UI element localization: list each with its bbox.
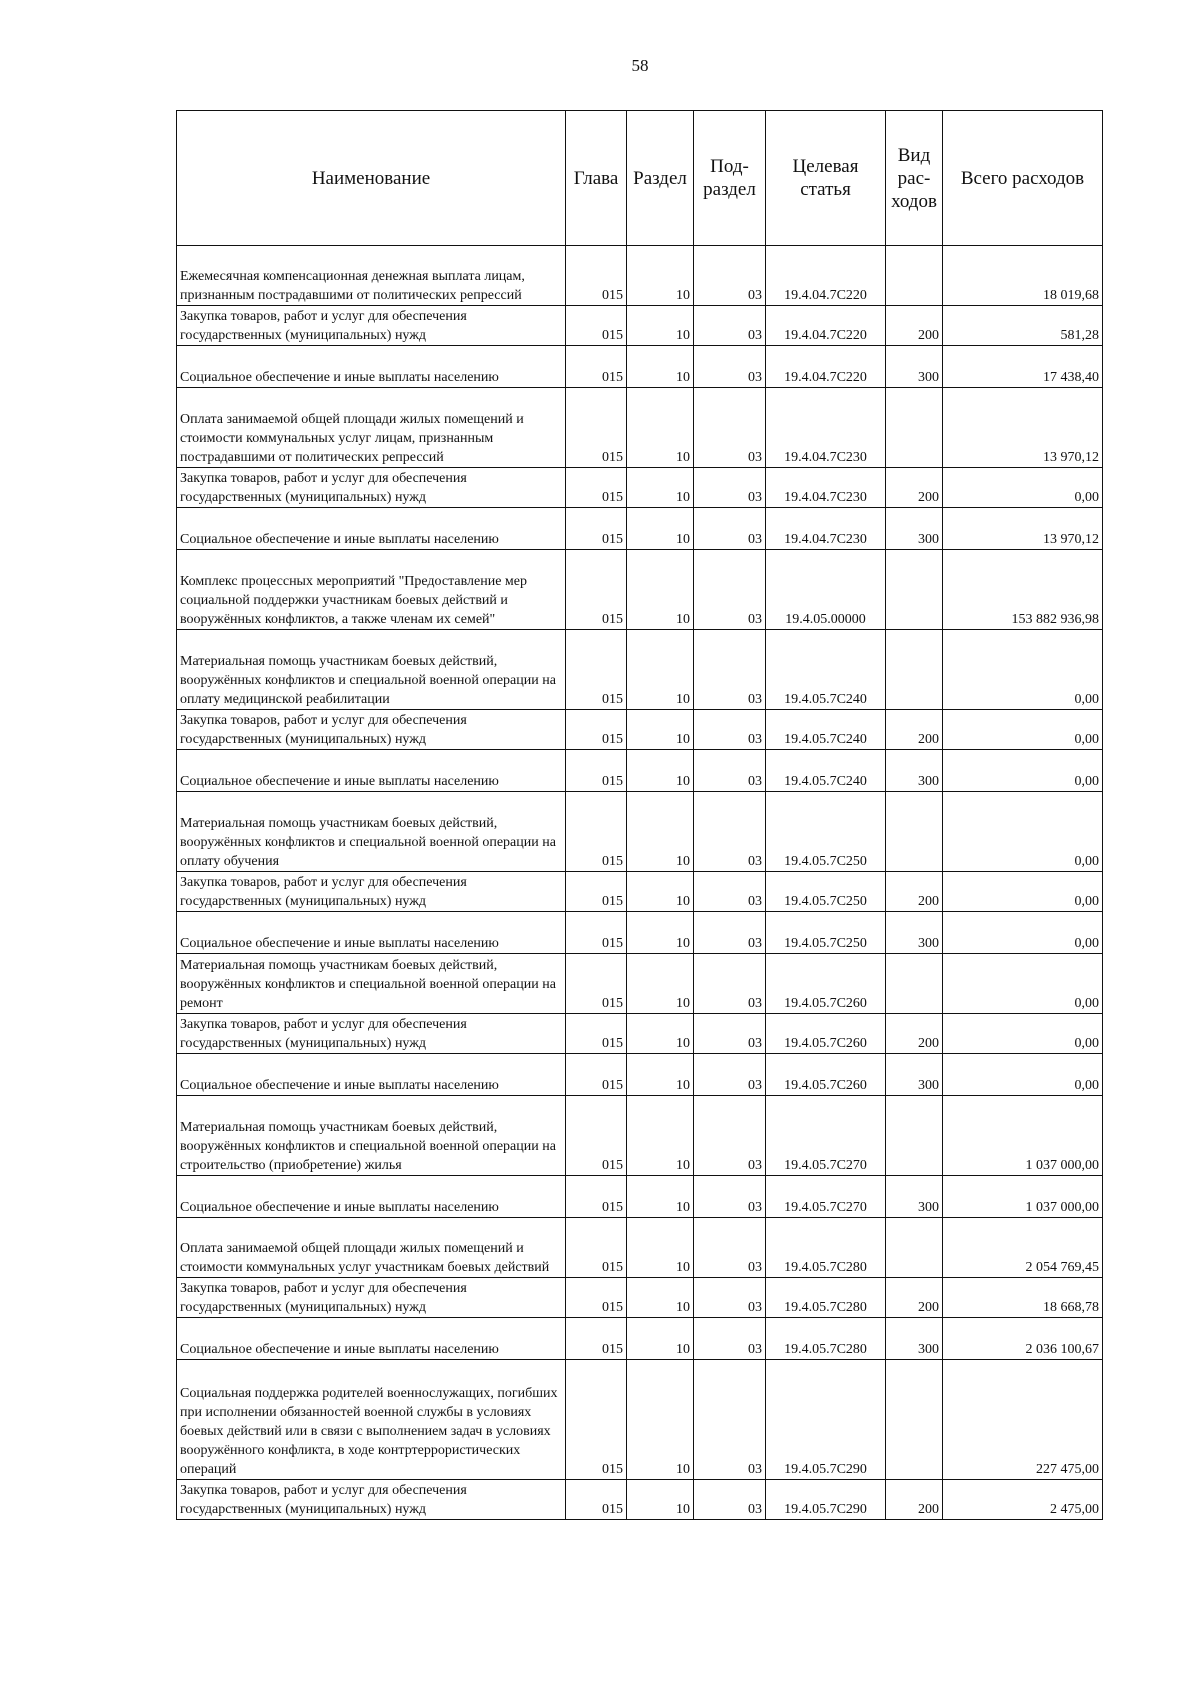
cell-name: Комплекс процессных мероприятий "Предоставление мер социальной поддержки участникам боевых действий и вооружённых конфликтов, а также членам их семей"	[177, 550, 566, 630]
table-row	[177, 306, 1103, 346]
table-row	[177, 912, 1103, 954]
table-row	[177, 1096, 1103, 1176]
cell-total: 153 882 936,98	[943, 550, 1103, 630]
cell-section: 10	[627, 306, 694, 346]
cell-chapter: 015	[566, 1096, 627, 1176]
cell-kind: 300	[886, 346, 943, 388]
table-row	[177, 1360, 1103, 1480]
cell-subsection: 03	[694, 1480, 766, 1520]
cell-subsection: 03	[694, 1176, 766, 1218]
cell-total: 0,00	[943, 630, 1103, 710]
cell-kind: 300	[886, 1318, 943, 1360]
table-row	[177, 346, 1103, 388]
table-row	[177, 468, 1103, 508]
cell-section: 10	[627, 388, 694, 468]
cell-kind	[886, 550, 943, 630]
cell-target: 19.4.04.7C230	[766, 508, 886, 550]
cell-kind: 300	[886, 912, 943, 954]
cell-chapter: 015	[566, 1480, 627, 1520]
cell-name: Оплата занимаемой общей площади жилых помещений и стоимости коммунальных услуг участникам боевых действий	[177, 1218, 566, 1278]
cell-section: 10	[627, 1480, 694, 1520]
cell-name: Оплата занимаемой общей площади жилых помещений и стоимости коммунальных услуг лицам, признанным пострадавшими от политических репрессий	[177, 388, 566, 468]
cell-target: 19.4.05.7C240	[766, 710, 886, 750]
table-row	[177, 792, 1103, 872]
table-header-row	[177, 111, 1103, 246]
table-row	[177, 388, 1103, 468]
cell-subsection: 03	[694, 550, 766, 630]
header-target: Целевая статья	[766, 111, 886, 246]
cell-total: 1 037 000,00	[943, 1176, 1103, 1218]
table-body	[177, 246, 1103, 1520]
cell-total: 0,00	[943, 792, 1103, 872]
cell-subsection: 03	[694, 1054, 766, 1096]
cell-total: 0,00	[943, 710, 1103, 750]
table-row	[177, 872, 1103, 912]
cell-target: 19.4.05.7C270	[766, 1176, 886, 1218]
cell-subsection: 03	[694, 630, 766, 710]
cell-total: 13 970,12	[943, 508, 1103, 550]
cell-subsection: 03	[694, 954, 766, 1014]
cell-target: 19.4.05.7C260	[766, 954, 886, 1014]
cell-total: 0,00	[943, 912, 1103, 954]
cell-kind: 200	[886, 306, 943, 346]
cell-section: 10	[627, 872, 694, 912]
cell-target: 19.4.05.7C280	[766, 1218, 886, 1278]
cell-subsection: 03	[694, 750, 766, 792]
cell-section: 10	[627, 550, 694, 630]
header-chapter: Глава	[566, 111, 627, 246]
cell-subsection: 03	[694, 710, 766, 750]
cell-chapter: 015	[566, 710, 627, 750]
cell-name: Социальное обеспечение и иные выплаты населению	[177, 508, 566, 550]
cell-name: Материальная помощь участникам боевых действий, вооружённых конфликтов и специальной военной операции на ремонт	[177, 954, 566, 1014]
cell-total: 0,00	[943, 872, 1103, 912]
cell-chapter: 015	[566, 306, 627, 346]
table-row	[177, 1318, 1103, 1360]
cell-subsection: 03	[694, 246, 766, 306]
cell-section: 10	[627, 710, 694, 750]
cell-total: 13 970,12	[943, 388, 1103, 468]
cell-kind: 200	[886, 872, 943, 912]
cell-chapter: 015	[566, 750, 627, 792]
cell-total: 0,00	[943, 468, 1103, 508]
cell-kind	[886, 630, 943, 710]
header-total: Всего расходов	[943, 111, 1103, 246]
cell-subsection: 03	[694, 1218, 766, 1278]
cell-kind: 200	[886, 710, 943, 750]
cell-total: 0,00	[943, 750, 1103, 792]
cell-chapter: 015	[566, 550, 627, 630]
cell-target: 19.4.05.7C260	[766, 1054, 886, 1096]
cell-subsection: 03	[694, 306, 766, 346]
cell-name: Материальная помощь участникам боевых действий, вооружённых конфликтов и специальной военной операции на строительство (приобретение) жилья	[177, 1096, 566, 1176]
cell-name: Социальное обеспечение и иные выплаты населению	[177, 1318, 566, 1360]
cell-chapter: 015	[566, 954, 627, 1014]
cell-subsection: 03	[694, 912, 766, 954]
header-name: Наименование	[177, 111, 566, 246]
cell-chapter: 015	[566, 508, 627, 550]
cell-section: 10	[627, 1360, 694, 1480]
cell-chapter: 015	[566, 1318, 627, 1360]
table-row	[177, 1054, 1103, 1096]
cell-chapter: 015	[566, 246, 627, 306]
expenditure-table	[176, 110, 1103, 1520]
cell-total: 18 019,68	[943, 246, 1103, 306]
cell-name: Закупка товаров, работ и услуг для обеспечения государственных (муниципальных) нужд	[177, 468, 566, 508]
cell-target: 19.4.05.7C280	[766, 1318, 886, 1360]
cell-section: 10	[627, 1278, 694, 1318]
table-row	[177, 508, 1103, 550]
cell-section: 10	[627, 1218, 694, 1278]
cell-name: Социальное обеспечение и иные выплаты населению	[177, 1054, 566, 1096]
cell-name: Социальная поддержка родителей военнослужащих, погибших при исполнении обязанностей военной службы в условиях боевых действий или в связи с выполнением задач в условиях вооружённого конфликта, в ходе контртеррористических операций	[177, 1360, 566, 1480]
cell-target: 19.4.05.7C240	[766, 630, 886, 710]
cell-section: 10	[627, 468, 694, 508]
cell-subsection: 03	[694, 388, 766, 468]
cell-name: Материальная помощь участникам боевых действий, вооружённых конфликтов и специальной военной операции на оплату медицинской реабилитации	[177, 630, 566, 710]
cell-subsection: 03	[694, 1096, 766, 1176]
cell-subsection: 03	[694, 1318, 766, 1360]
cell-chapter: 015	[566, 630, 627, 710]
cell-total: 0,00	[943, 954, 1103, 1014]
cell-section: 10	[627, 508, 694, 550]
cell-total: 17 438,40	[943, 346, 1103, 388]
cell-subsection: 03	[694, 1278, 766, 1318]
cell-total: 581,28	[943, 306, 1103, 346]
cell-section: 10	[627, 750, 694, 792]
table-row	[177, 1176, 1103, 1218]
table-row	[177, 954, 1103, 1014]
cell-name: Закупка товаров, работ и услуг для обеспечения государственных (муниципальных) нужд	[177, 872, 566, 912]
cell-chapter: 015	[566, 1360, 627, 1480]
cell-name: Закупка товаров, работ и услуг для обеспечения государственных (муниципальных) нужд	[177, 710, 566, 750]
table-row	[177, 246, 1103, 306]
header-subsection: Под-раздел	[694, 111, 766, 246]
table-row	[177, 710, 1103, 750]
cell-chapter: 015	[566, 1014, 627, 1054]
cell-chapter: 015	[566, 1278, 627, 1318]
cell-section: 10	[627, 246, 694, 306]
cell-kind	[886, 1218, 943, 1278]
header-section: Раздел	[627, 111, 694, 246]
cell-total: 2 475,00	[943, 1480, 1103, 1520]
cell-kind	[886, 792, 943, 872]
cell-subsection: 03	[694, 508, 766, 550]
cell-target: 19.4.05.7C290	[766, 1360, 886, 1480]
cell-target: 19.4.04.7C220	[766, 246, 886, 306]
cell-kind: 300	[886, 1054, 943, 1096]
cell-total: 2 054 769,45	[943, 1218, 1103, 1278]
header-kind: Вид рас-ходов	[886, 111, 943, 246]
cell-chapter: 015	[566, 468, 627, 508]
cell-target: 19.4.04.7C230	[766, 468, 886, 508]
cell-kind	[886, 388, 943, 468]
cell-target: 19.4.04.7C220	[766, 306, 886, 346]
cell-name: Социальное обеспечение и иные выплаты населению	[177, 346, 566, 388]
cell-kind: 200	[886, 468, 943, 508]
cell-target: 19.4.05.00000	[766, 550, 886, 630]
cell-target: 19.4.05.7C260	[766, 1014, 886, 1054]
cell-section: 10	[627, 1096, 694, 1176]
cell-chapter: 015	[566, 1054, 627, 1096]
cell-name: Закупка товаров, работ и услуг для обеспечения государственных (муниципальных) нужд	[177, 1278, 566, 1318]
cell-target: 19.4.05.7C270	[766, 1096, 886, 1176]
table-row	[177, 1218, 1103, 1278]
cell-total: 227 475,00	[943, 1360, 1103, 1480]
cell-kind	[886, 1096, 943, 1176]
cell-subsection: 03	[694, 1014, 766, 1054]
table-row	[177, 630, 1103, 710]
cell-name: Социальное обеспечение и иные выплаты населению	[177, 750, 566, 792]
cell-chapter: 015	[566, 792, 627, 872]
cell-target: 19.4.05.7C280	[766, 1278, 886, 1318]
cell-total: 0,00	[943, 1054, 1103, 1096]
cell-target: 19.4.05.7C290	[766, 1480, 886, 1520]
cell-kind	[886, 954, 943, 1014]
cell-chapter: 015	[566, 1176, 627, 1218]
cell-name: Закупка товаров, работ и услуг для обеспечения государственных (муниципальных) нужд	[177, 306, 566, 346]
cell-name: Закупка товаров, работ и услуг для обеспечения государственных (муниципальных) нужд	[177, 1014, 566, 1054]
cell-name: Социальное обеспечение и иные выплаты населению	[177, 912, 566, 954]
cell-kind: 200	[886, 1014, 943, 1054]
cell-chapter: 015	[566, 346, 627, 388]
cell-chapter: 015	[566, 872, 627, 912]
cell-kind: 300	[886, 750, 943, 792]
cell-chapter: 015	[566, 388, 627, 468]
cell-section: 10	[627, 912, 694, 954]
cell-chapter: 015	[566, 1218, 627, 1278]
cell-total: 18 668,78	[943, 1278, 1103, 1318]
cell-name: Материальная помощь участникам боевых действий, вооружённых конфликтов и специальной военной операции на оплату обучения	[177, 792, 566, 872]
cell-total: 1 037 000,00	[943, 1096, 1103, 1176]
table-row	[177, 1278, 1103, 1318]
cell-section: 10	[627, 1176, 694, 1218]
cell-kind	[886, 246, 943, 306]
cell-name: Закупка товаров, работ и услуг для обеспечения государственных (муниципальных) нужд	[177, 1480, 566, 1520]
cell-section: 10	[627, 1014, 694, 1054]
cell-subsection: 03	[694, 346, 766, 388]
cell-kind: 200	[886, 1278, 943, 1318]
cell-kind: 300	[886, 1176, 943, 1218]
cell-subsection: 03	[694, 1360, 766, 1480]
cell-total: 0,00	[943, 1014, 1103, 1054]
cell-subsection: 03	[694, 792, 766, 872]
cell-section: 10	[627, 792, 694, 872]
cell-name: Ежемесячная компенсационная денежная выплата лицам, признанным пострадавшими от политических репрессий	[177, 246, 566, 306]
cell-subsection: 03	[694, 872, 766, 912]
cell-chapter: 015	[566, 912, 627, 954]
cell-section: 10	[627, 630, 694, 710]
cell-section: 10	[627, 1054, 694, 1096]
cell-target: 19.4.05.7C240	[766, 750, 886, 792]
cell-section: 10	[627, 346, 694, 388]
table-row	[177, 750, 1103, 792]
cell-target: 19.4.05.7C250	[766, 792, 886, 872]
cell-name: Социальное обеспечение и иные выплаты населению	[177, 1176, 566, 1218]
cell-subsection: 03	[694, 468, 766, 508]
table-row	[177, 1014, 1103, 1054]
cell-target: 19.4.05.7C250	[766, 912, 886, 954]
cell-section: 10	[627, 1318, 694, 1360]
cell-kind: 300	[886, 508, 943, 550]
cell-target: 19.4.05.7C250	[766, 872, 886, 912]
table-row	[177, 1480, 1103, 1520]
table-row	[177, 550, 1103, 630]
cell-total: 2 036 100,67	[943, 1318, 1103, 1360]
cell-section: 10	[627, 954, 694, 1014]
cell-kind	[886, 1360, 943, 1480]
page-number: 58	[631, 56, 649, 75]
cell-kind: 200	[886, 1480, 943, 1520]
cell-target: 19.4.04.7C230	[766, 388, 886, 468]
cell-target: 19.4.04.7C220	[766, 346, 886, 388]
